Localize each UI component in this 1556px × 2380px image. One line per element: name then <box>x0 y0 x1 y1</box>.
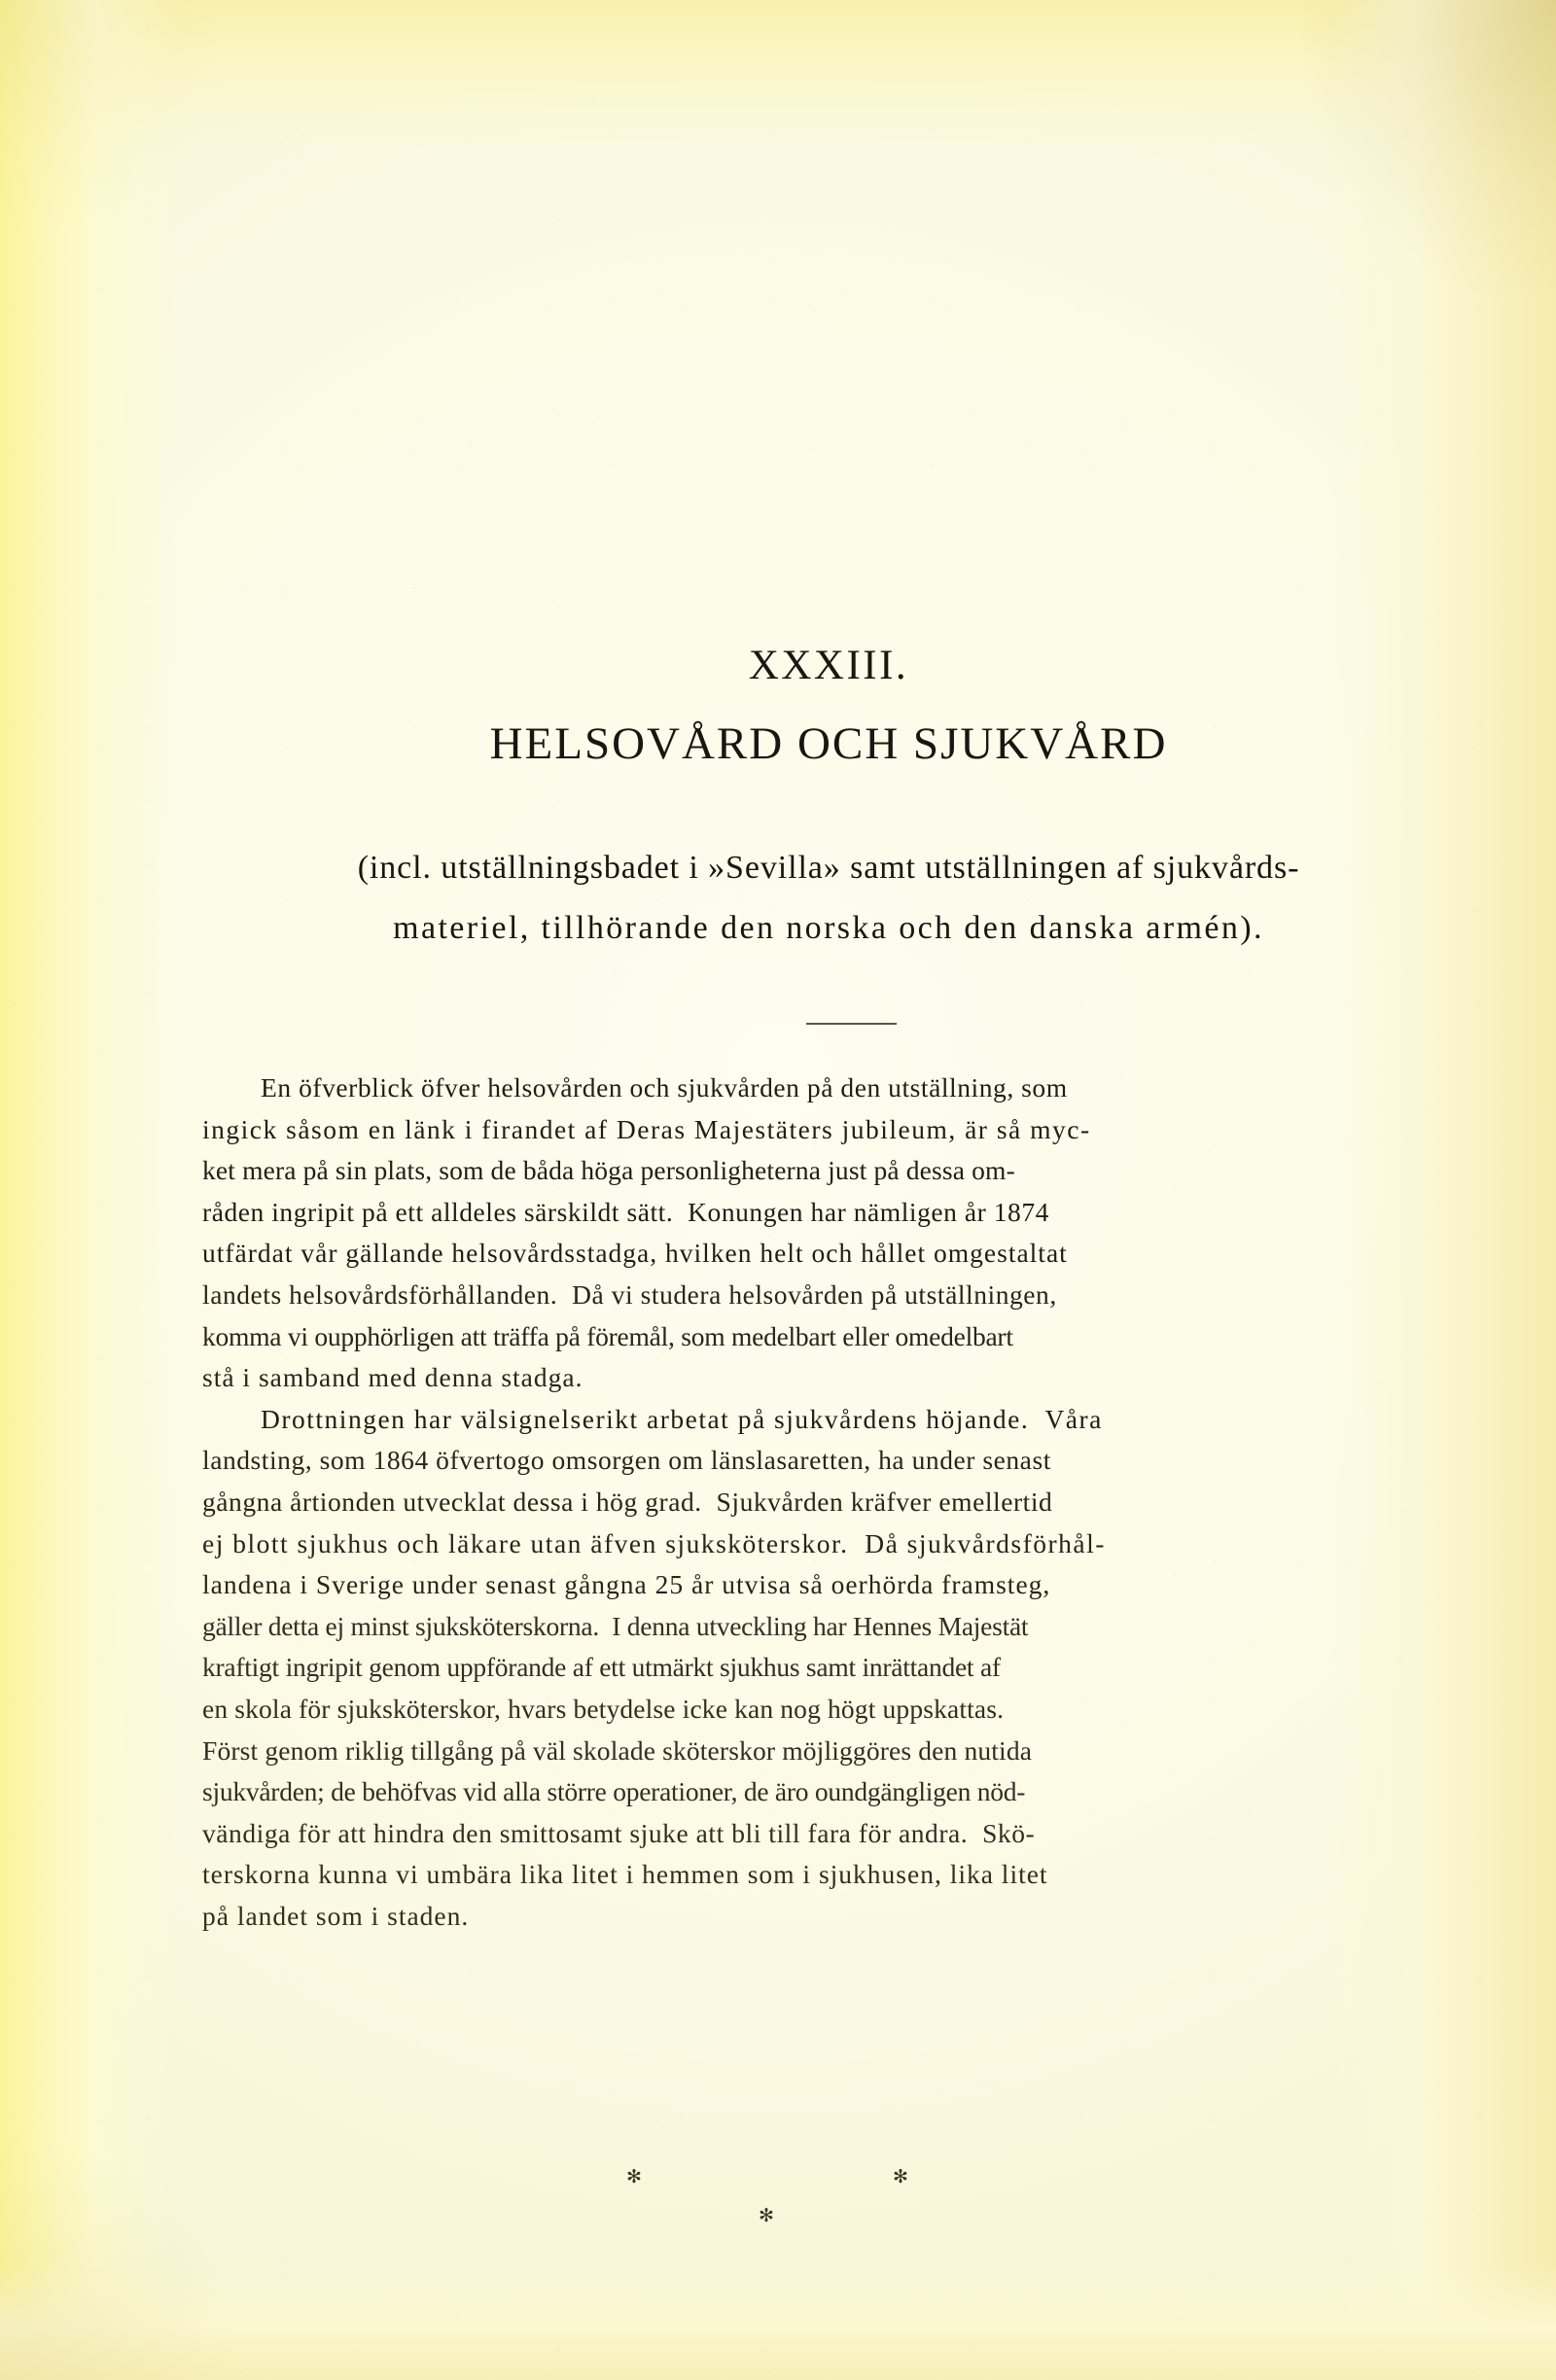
page-title: HELSOVÅRD OCH SJUKVÅRD <box>489 718 1168 769</box>
body-line: vändiga för att hindra den smittosamt sjuke att bli till fara för andra. Skö- <box>202 1817 1036 1848</box>
body-line: landena i Sverige under senast gångna 25 år utvisa så oerhörda framsteg, <box>202 1569 1051 1600</box>
asterisk-ornament-icon: ✻ <box>759 2206 774 2226</box>
body-line: stå i samband med denna stadga. <box>202 1362 584 1393</box>
page-edge-tint-left <box>0 0 175 2380</box>
chapter-subtitle-line-1: (incl. utställningsbadet i »Sevilla» samt utställningen af sjukvårds- <box>357 850 1300 886</box>
body-line: landsting, som 1864 öfvertogo omsorgen om länslasaretten, ha under senast <box>202 1445 1051 1476</box>
asterisk-ornament-icon: ✻ <box>893 2167 908 2188</box>
body-line: råden ingripit på ett alldeles särskildt sätt. Konungen har nämligen år 1874 <box>202 1196 1049 1227</box>
body-line: utfärdat vår gällande helsovårdsstadga, hvilken helt och hållet omgestaltat <box>202 1238 1068 1269</box>
text-column <box>202 0 1455 2380</box>
body-line: på landet som i staden. <box>202 1900 470 1931</box>
body-line: gäller detta ej minst sjuksköterskorna. I denna utveckling har Hennes Majestät <box>202 1610 1029 1641</box>
body-line: en skola för sjuksköterskor, hvars betydelse icke kan nog högt uppskattas. <box>202 1693 1005 1724</box>
body-line: En öfverblick öfver helsovården och sjukvården på den utställning, som <box>261 1072 1068 1102</box>
chapter-subtitle-line-2: materiel, tillhörande den norska och den danska armén). <box>393 910 1264 946</box>
chapter-number: XXXIII. <box>748 643 909 688</box>
body-line: terskorna kunna vi umbära lika litet i hemmen som i sjukhusen, lika litet <box>202 1859 1048 1890</box>
body-line: gångna årtionden utvecklat dessa i hög grad. Sjukvården kräfver emellertid <box>202 1486 1053 1517</box>
body-line: kraftigt ingripit genom uppförande af ett utmärkt sjukhus samt inrättandet af <box>202 1652 1001 1683</box>
body-line: komma vi oupphörligen att träffa på föremål, som medelbart eller omedelbart <box>202 1320 1013 1351</box>
page-corner-shade-top-left <box>0 0 214 233</box>
chapter-subtitle <box>202 838 1455 959</box>
page-ornament <box>202 2160 1455 2267</box>
page-corner-shade-bottom-left <box>0 2127 233 2380</box>
body-line: Drottningen har välsignelserikt arbetat på sjukvårdens höjande. Våra <box>261 1403 1103 1434</box>
body-line: ingick såsom en länk i firandet af Deras Majestäters jubileum, är så myc- <box>202 1113 1091 1144</box>
body-copy <box>202 1068 1455 1937</box>
section-divider-rule <box>806 1023 897 1025</box>
body-line: sjukvården; de behöfvas vid alla större operationer, de äro oundgängligen nöd- <box>202 1776 1026 1807</box>
body-line: ej blott sjukhus och läkare utan äfven sjuksköterskor. Då sjukvårdsförhål- <box>202 1527 1106 1558</box>
body-line: landets helsovårdsförhållanden. Då vi studera helsovården på utställningen, <box>202 1278 1057 1310</box>
body-line: ket mera på sin plats, som de båda höga personligheterna just på dessa om- <box>202 1155 1015 1186</box>
body-line: Först genom riklig tillgång på väl skolade sköterskor möjliggöres den nutida <box>202 1734 1033 1766</box>
asterisk-ornament-icon: ✻ <box>626 2167 642 2188</box>
